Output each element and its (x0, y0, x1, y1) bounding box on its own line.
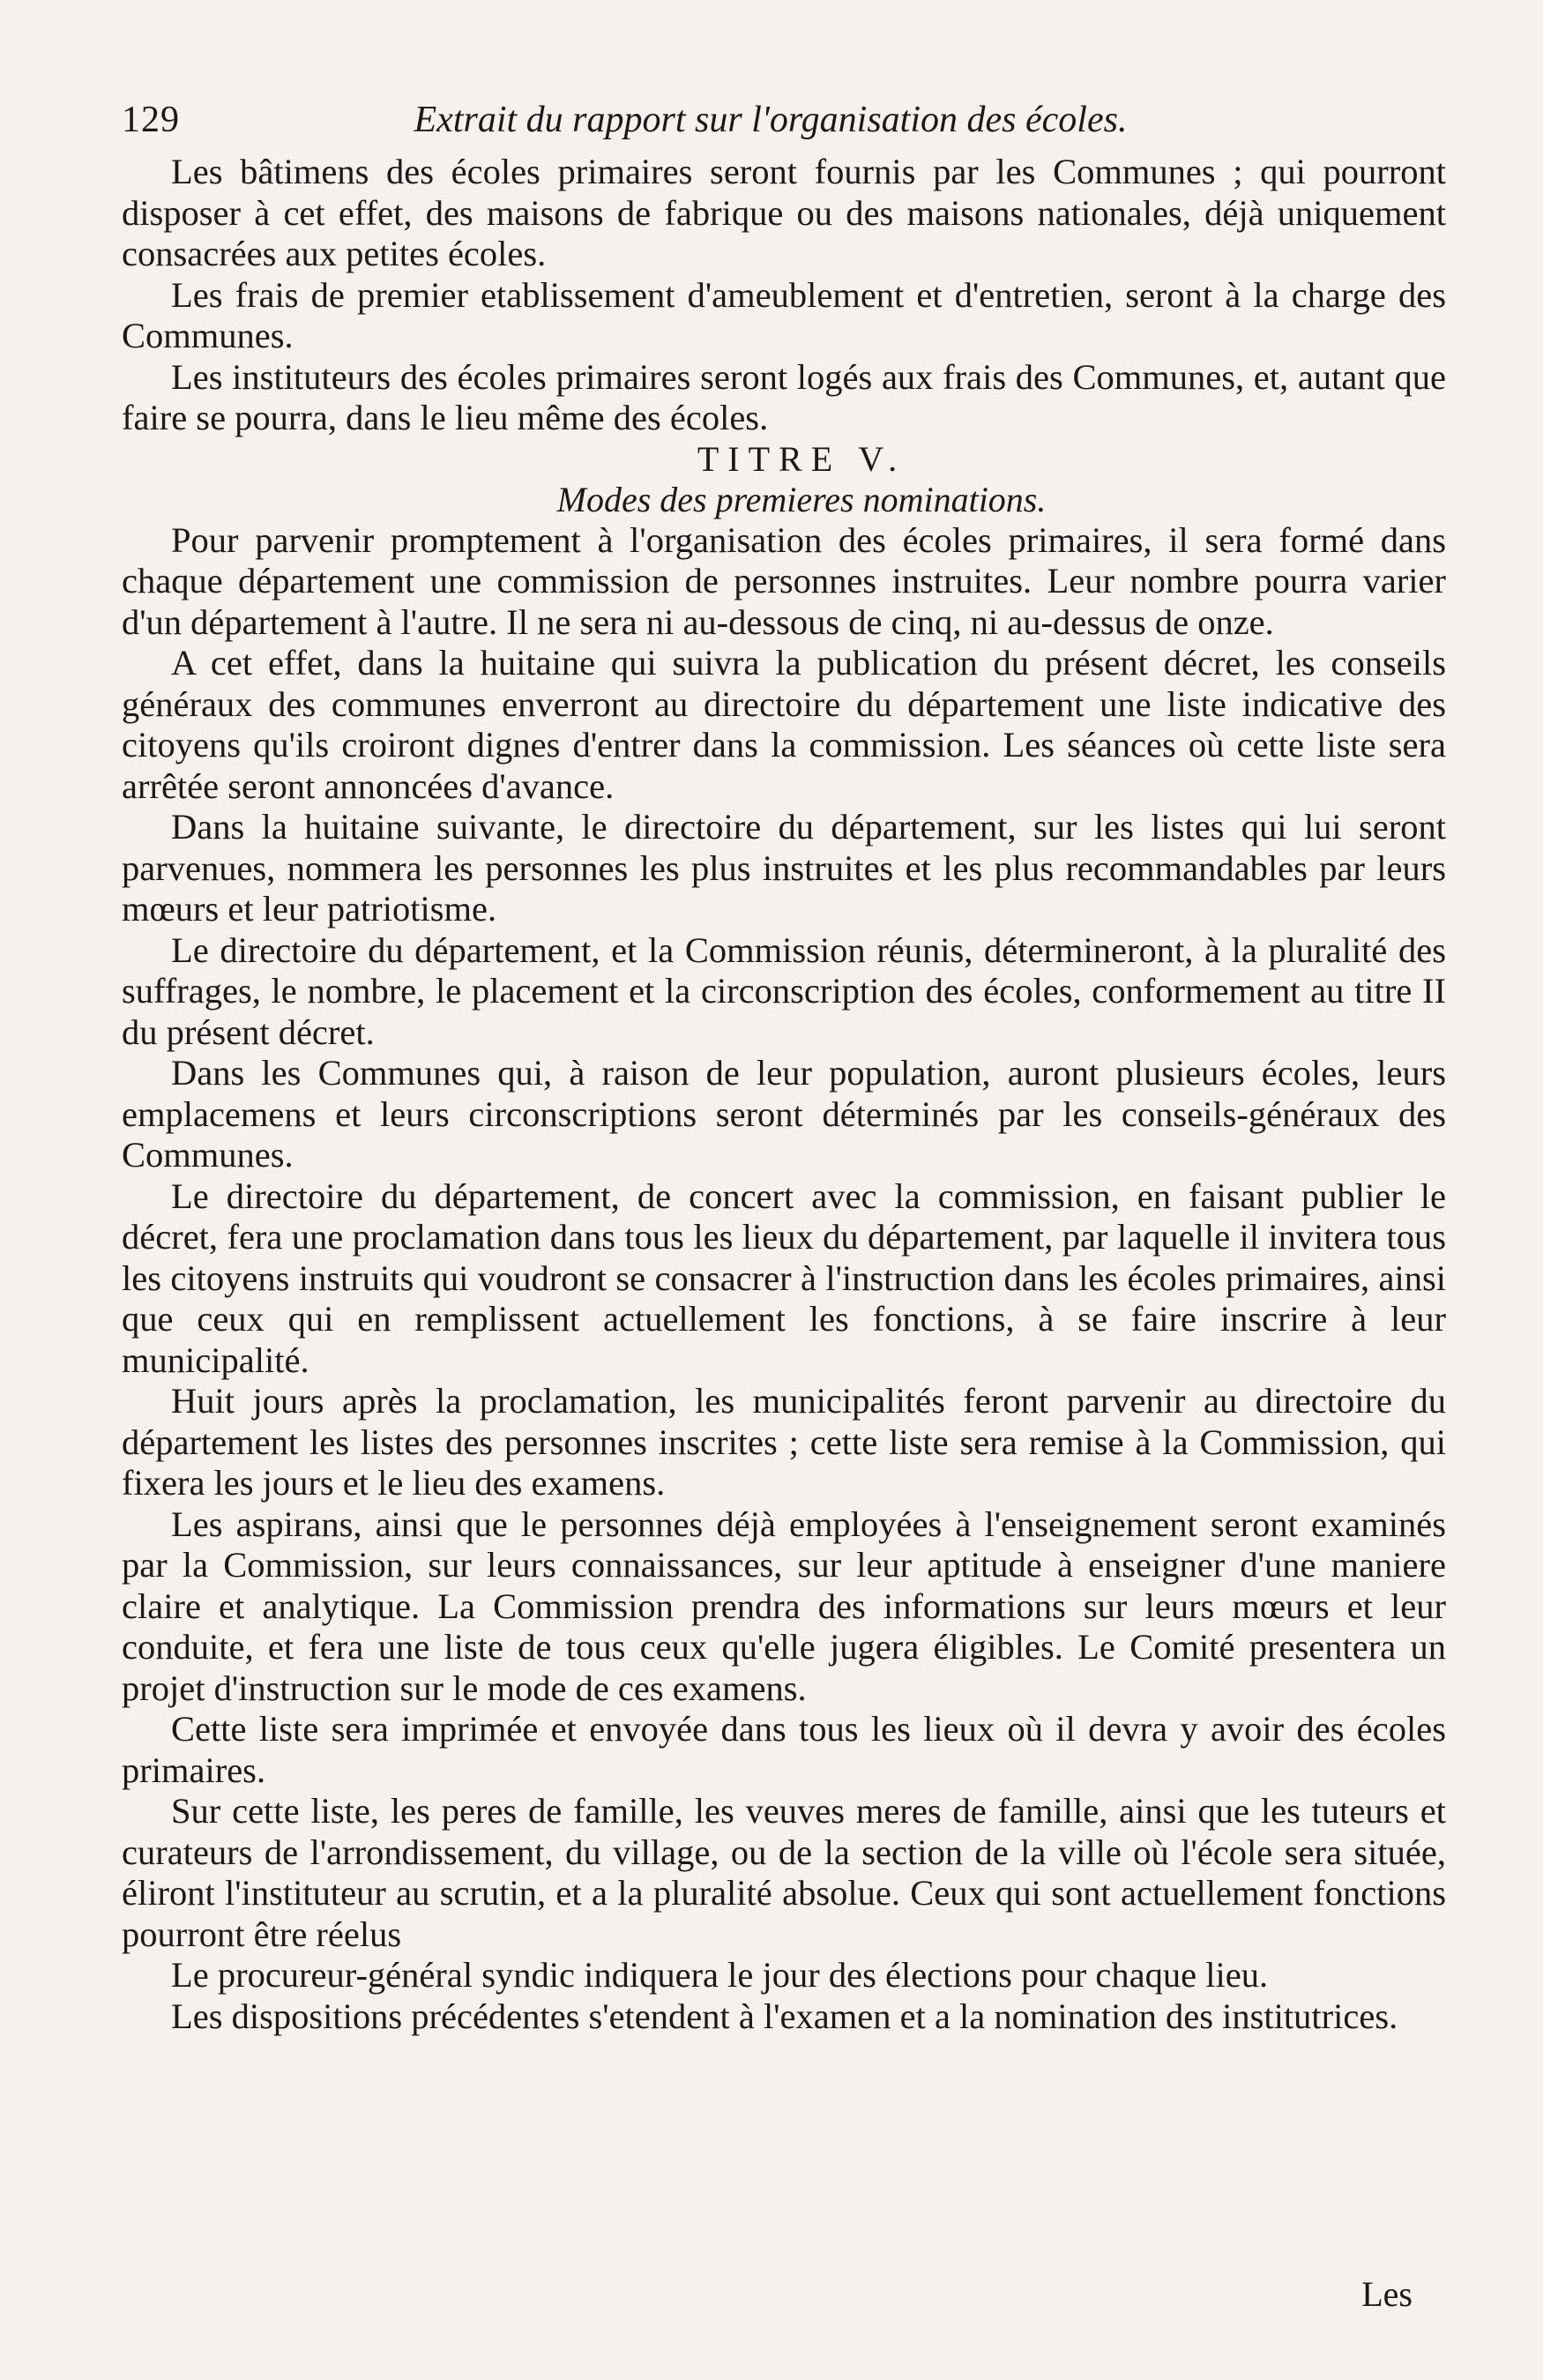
paragraph: Pour parvenir promptement à l'organisation des écoles primaires, il sera formé dans chaque département une commission de personnes instruites. Leur nombre pourra varier d'un département à l'autre. Il ne sera ni au-dessous de cinq, ni au-dessus de onze. (122, 519, 1446, 642)
paragraph: Dans les Communes qui, à raison de leur population, auront plusieurs écoles, leurs emplacemens et leurs circonscriptions seront déterminés par les conseils-généraux des Communes. (122, 1053, 1446, 1175)
paragraph: Cette liste sera imprimée et envoyée dans tous les lieux où il devra y avoir des écoles primaires. (122, 1709, 1446, 1790)
paragraph: Dans la huitaine suivante, le directoire du département, sur les listes qui lui seront parvenues, nommera les personnes les plus instruites et les plus recommandables par leurs mœurs et leur patriotisme. (122, 807, 1446, 929)
paragraph: Le directoire du département, de concert avec la commission, en faisant publier le décret, fera une proclamation dans tous les lieux du département, par laquelle il invitera tous les citoyens instruits qui voudront se consacrer à l'instruction dans les écoles primaires, ainsi que ceux qui en remplissent actuellement les fonctions, à se faire inscrire à leur municipalité. (122, 1175, 1446, 1380)
paragraph: Sur cette liste, les peres de famille, les veuves meres de famille, ainsi que les tuteurs et curateurs de l'arrondissement, du village, ou de la section de la ville où l'école sera située, éliront l'instituteur au scrutin, et a la pluralité absolue. Ceux qui sont actuellement fonctions pourront être réelus (122, 1791, 1446, 1954)
paragraph: Les aspirans, ainsi que le personnes déjà employées à l'enseignement seront examinés par la Commission, sur leurs connaissances, sur leur aptitude à enseigner d'une maniere claire et analytique. La Commission prendra des informations sur leurs mœurs et leur conduite, et fera une liste de tous ceux qu'elle jugera éligibles. Le Comité presentera un projet d'instruction sur le mode de ces examens. (122, 1503, 1446, 1708)
paragraph: Huit jours après la proclamation, les municipalités feront parvenir au directoire du département les listes des personnes inscrites ; cette liste sera remise à la Commission, qui fixera les jours et le lieu des examens. (122, 1381, 1446, 1503)
section-heading: TITRE V. (697, 438, 906, 479)
paragraph: Les instituteurs des écoles primaires seront logés aux frais des Communes, et, autant que faire se pourra, dans le lieu même des écoles. (122, 356, 1446, 437)
catchword: Les (1361, 2274, 1413, 2314)
paragraph: Le directoire du département, et la Commission réunis, détermineront, à la pluralité des suffrages, le nombre, le placement et la circonscription des écoles, conformement au titre II du présent décret. (122, 929, 1446, 1052)
body-text (122, 152, 1446, 2037)
paragraph: Les dispositions précédentes s'etendent à l'examen et a la nomination des institutrices. (171, 1996, 1398, 2036)
paragraph: Le procureur-général syndic indiquera le jour des élections pour chaque lieu. (171, 1955, 1269, 1995)
running-title: Extrait du rapport sur l'organisation des écoles. (414, 100, 1128, 140)
page-number: 129 (122, 100, 180, 140)
page-header (122, 99, 1446, 152)
paragraph: Les frais de premier etablissement d'ameublement et d'entretien, seront à la charge des Communes. (122, 274, 1446, 355)
paragraph: A cet effet, dans la huitaine qui suivra la publication du présent décret, les conseils généraux des communes enverront au directoire du département une liste indicative des citoyens qu'ils croiront dignes d'entrer dans la commission. Les séances où cette liste sera arrêtée seront annoncées d'avance. (122, 643, 1446, 806)
section-subtitle: Modes des premieres nominations. (556, 479, 1047, 519)
paragraph: Les bâtimens des écoles primaires seront fournis par les Communes ; qui pourront disposer à cet effet, des maisons de fabrique ou des maisons nationales, déjà uniquement consacrées aux petites écoles. (122, 152, 1446, 273)
